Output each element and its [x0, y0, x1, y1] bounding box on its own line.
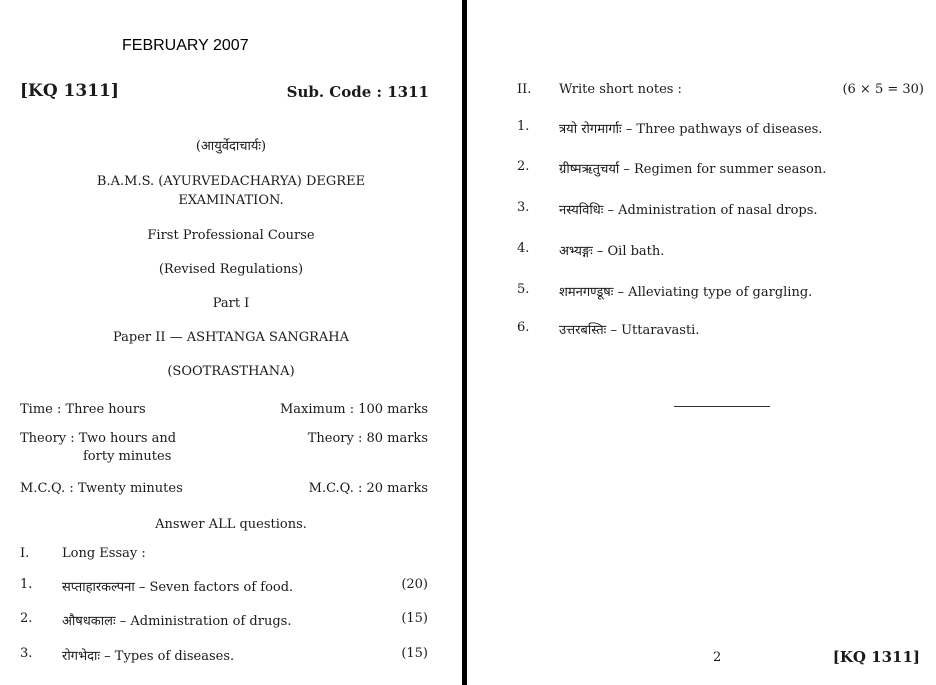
question-number: 2. — [517, 159, 530, 174]
question-number: 3. — [20, 646, 33, 661]
question-text: सप्ताहारकल्पना – Seven factors of food. — [62, 580, 294, 595]
section-name: (SOOTRASTHANA) — [167, 364, 295, 379]
question-marks: (20) — [401, 577, 428, 592]
question-text: औषधकालः – Administration of drugs. — [62, 614, 292, 629]
right-page — [467, 0, 936, 685]
question-text: त्रयो रोगमार्गाः – Three pathways of diseases. — [559, 122, 823, 137]
section-marks: (6 × 5 = 30) — [842, 82, 924, 97]
question-text: ग्रीष्मऋतुचर्या – Regimen for summer season. — [559, 162, 827, 177]
degree-title — [0, 172, 462, 210]
section-title: Write short notes : — [559, 82, 682, 97]
theory-marks: Theory : 80 marks — [307, 431, 428, 446]
instruction: Answer ALL questions. — [155, 517, 307, 532]
question-text: नस्यविधिः – Administration of nasal drops. — [559, 203, 818, 218]
max-marks: Maximum : 100 marks — [279, 402, 428, 417]
time-label: Time : Three hours — [20, 402, 146, 417]
mcq-label: M.C.Q. : Twenty minutes — [20, 481, 183, 496]
sanskrit-title: (आयुर्वेदाचार्यः) — [195, 139, 267, 154]
part-label: Part I — [212, 296, 250, 311]
theory-label: Theory : Two hours and — [20, 431, 177, 446]
degree-line-1: B.A.M.S. (AYURVEDACHARYA) DEGREE — [96, 174, 366, 189]
page-number: 2 — [713, 650, 722, 665]
question-marks: (15) — [401, 646, 428, 661]
course-name: First Professional Course — [147, 228, 315, 243]
question-marks: (15) — [401, 611, 428, 626]
question-number: 6. — [517, 320, 530, 335]
question-text: शमनगण्डूषः – Alleviating type of gargling. — [559, 285, 813, 300]
exam-date: FEBRUARY 2007 — [122, 37, 249, 54]
end-separator-line — [674, 406, 770, 407]
question-text: अभ्यङ्गः – Oil bath. — [559, 244, 665, 259]
question-number: 4. — [517, 241, 530, 256]
subject-code: Sub. Code : 1311 — [286, 83, 429, 101]
left-page — [0, 0, 462, 685]
question-number: 5. — [517, 282, 530, 297]
section-number: II. — [517, 82, 532, 97]
paper-title: Paper II — ASHTANGA SANGRAHA — [112, 330, 350, 345]
mcq-marks: M.C.Q. : 20 marks — [308, 481, 428, 496]
question-text: रोगभेदाः – Types of diseases. — [62, 649, 235, 664]
question-number: 1. — [20, 577, 33, 592]
paper-code: [KQ 1311] — [20, 81, 119, 101]
question-number: 2. — [20, 611, 33, 626]
degree-line-2: EXAMINATION. — [178, 193, 284, 208]
question-number: 3. — [517, 200, 530, 215]
footer-code: [KQ 1311] — [832, 648, 920, 666]
question-number: 1. — [517, 119, 530, 134]
theory-label-continued: forty minutes — [83, 449, 172, 464]
section-number: I. — [20, 546, 30, 561]
section-title: Long Essay : — [62, 546, 146, 561]
question-text: उत्तरबस्तिः – Uttaravasti. — [559, 323, 700, 338]
regulations: (Revised Regulations) — [158, 262, 304, 277]
